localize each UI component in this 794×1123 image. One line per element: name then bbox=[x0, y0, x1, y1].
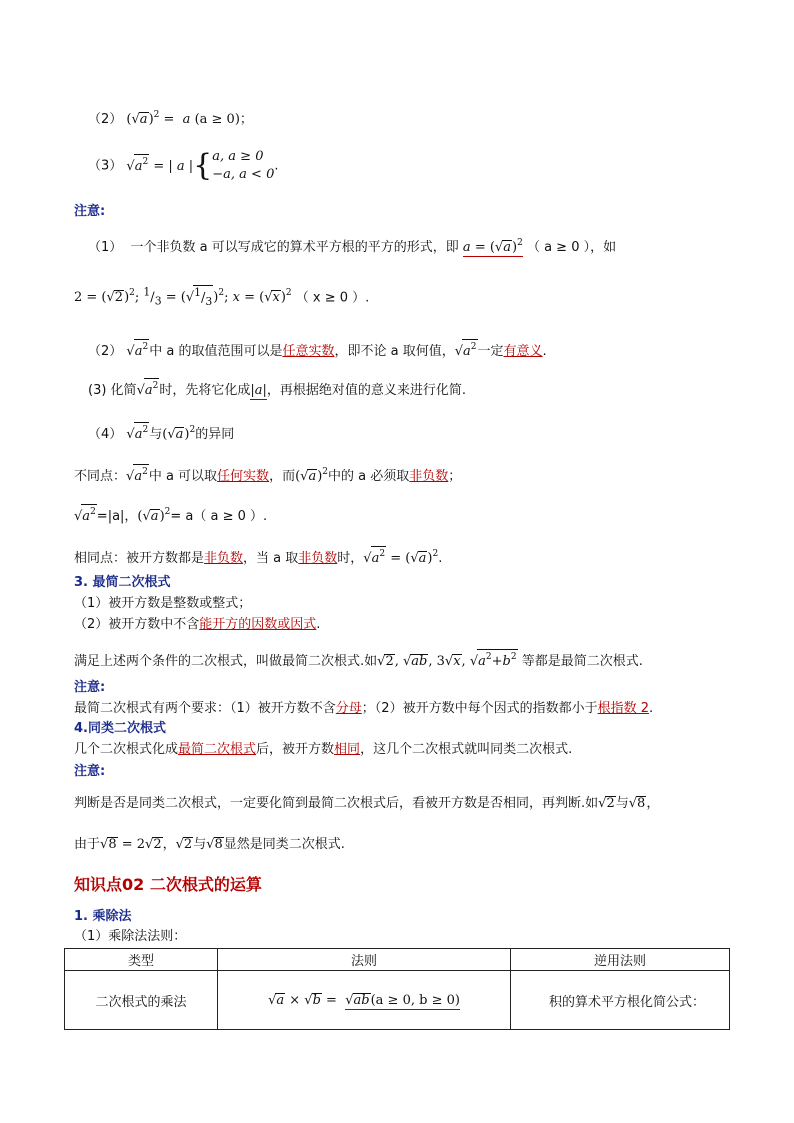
formula-line-3: （3） $√a^2$ = | a |{a, a ≥ 0 −a, a < 0. bbox=[88, 148, 279, 183]
note-item-2: （2） $√a^2$中 a 的取值范围可以是任意实数，即不论 a 取何值，$√a^2$一定有意义. bbox=[88, 339, 547, 361]
section-4-definition: 几个二次根式化成最简二次根式后，被开方数相同，这几个二次根式就叫同类二次根式. bbox=[74, 742, 573, 757]
table-header: 类型 bbox=[65, 949, 218, 971]
table-cell-type: 二次根式的乘法 bbox=[65, 971, 218, 1030]
difference-line: 不同点：$√a^2$中 a 可以取任何实数，而$(√a)^2$中的 a 必须取非负数； bbox=[74, 463, 461, 486]
note-item-3: (3) 化简$√a^2$时，先将它化成|a|，再根据绝对值的意义来进行化简. bbox=[88, 378, 466, 400]
note-item-1-examples: $2 = (√2)^2$; $^1/_3 = (√^1/_3)^2$; $x = (√x)^2$ （ x ≥ 0 ）. bbox=[74, 286, 370, 308]
table-header: 逆用法则 bbox=[511, 949, 730, 971]
table-cell-rule: √a × √b = √ab(a ≥ 0, b ≥ 0) bbox=[218, 971, 511, 1030]
note-item-4: （4） $√a^2$与$(√a)^2$的异同 bbox=[88, 421, 234, 444]
table-row bbox=[65, 971, 730, 1030]
table-header: 法则 bbox=[218, 949, 511, 971]
formula-line-2: （2） $(√a)^2 = a$ (a ≥ 0)； bbox=[88, 110, 253, 127]
note-heading: 注意: bbox=[74, 204, 106, 219]
similarity-line: 相同点：被开方数都是非负数，当 a 取非负数时，$√a^2 = (√a)^2$. bbox=[74, 545, 442, 568]
table-cell-inverse: 积的算术平方根化简公式： bbox=[511, 971, 730, 1030]
section-3-definition: 满足上述两个条件的二次根式，叫做最简二次根式.如√2, √ab, 3√x, $√a^2+b^2$ 等都是最简二次根式. bbox=[74, 649, 643, 671]
section-3-title: 3. 最简二次根式 bbox=[74, 575, 171, 590]
table-header-row bbox=[65, 949, 730, 971]
note-heading-2: 注意: bbox=[74, 680, 106, 695]
section-4-judge: 判断是否是同类二次根式，一定要化简到最简二次根式后，看被开方数是否相同，再判断.如√2与√8， bbox=[74, 796, 660, 811]
difference-formulas: $√a^2=|a|$，$(√a)^2= a$（ a ≥ 0 ）. bbox=[74, 503, 267, 526]
section-4-title: 4.同类二次根式 bbox=[74, 721, 166, 736]
note-item-1: （1） 一个非负数 a 可以写成它的算术平方根的平方的形式，即 $a = (√a)^2$ （ a ≥ 0 ），如 bbox=[88, 238, 617, 255]
knowledge-point-02-title: 知识点02 二次根式的运算 bbox=[74, 875, 262, 894]
section-3-cond-1: （1）被开方数是整数或整式； bbox=[74, 596, 252, 611]
note-heading-3: 注意: bbox=[74, 764, 106, 779]
section-3-cond-2: （2）被开方数中不含能开方的因数或因式. bbox=[74, 617, 321, 632]
rule-table bbox=[64, 948, 730, 1030]
mul-div-subtitle: （1）乘除法法则： bbox=[74, 929, 187, 944]
section-3-requirements: 最简二次根式有两个要求：（1）被开方数不含分母；（2）被开方数中每个因式的指数都小于根指数 2. bbox=[74, 701, 654, 716]
section-4-example: 由于√8 = 2√2，√2与√8显然是同类二次根式. bbox=[74, 837, 345, 852]
mul-div-title: 1. 乘除法 bbox=[74, 909, 132, 924]
